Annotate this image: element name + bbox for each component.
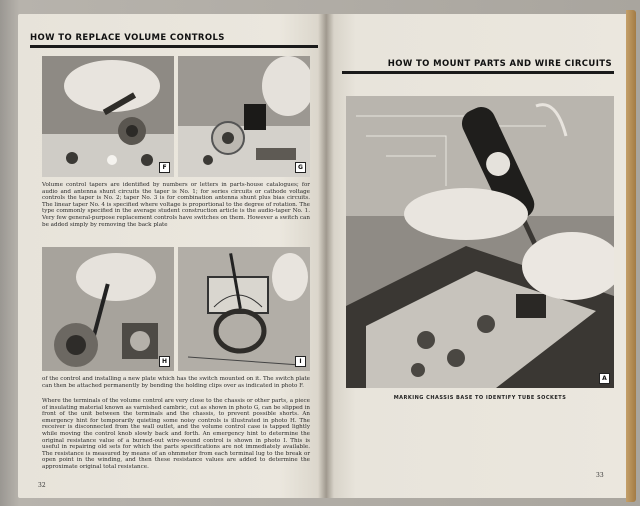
paragraph-switch-plate: of the control and installing a new plate which has the switch mounted on it. The switch plate can then be attached permanently by bending the holding clips over as indicated in photo F.	[42, 376, 310, 389]
paragraph-terminals: Where the terminals of the volume control are very close to the chassis or other parts, a piece of insulating material known as varnished cambric, cut as shown in photo G, can be slipped in front of the unit between the terminals and the chassis, to prevent possible shorts. An emergency hint for temporarily quieting some noisy controls is illustrated in photo H. The receiver is disconnected from the wall outlet, and the volume control case is tapped lightly while moving the control knob slowly back and forth. An emergency hint to determine the original resistance value of a burned-out wire-wound control is shown in photo I. This is useful in repairing old sets for which the parts specifications are not immediately available. The resistance is measured by means of an ohmmeter from each terminal lug to the break or open point in the winding, and then these resistance values are added to determine the approximate original total resistance.	[42, 398, 310, 470]
photo-f-label: F	[159, 162, 170, 173]
photo-a-caption: MARKING CHASSIS BASE TO IDENTIFY TUBE SOCKETS	[393, 395, 567, 401]
photo-g	[178, 56, 310, 177]
book-gutter	[318, 14, 334, 498]
photo-h-label: H	[159, 356, 170, 367]
left-page-header: HOW TO REPLACE VOLUME CONTROLS	[30, 33, 225, 43]
book-cover-edge	[626, 10, 636, 502]
photo-i-label: I	[295, 356, 306, 367]
left-page	[18, 14, 326, 498]
left-header-rule	[30, 45, 318, 48]
photo-f	[42, 56, 174, 177]
right-page-header: HOW TO MOUNT PARTS AND WIRE CIRCUITS	[387, 59, 612, 69]
photo-a	[346, 96, 614, 388]
paragraph-tapers: Volume control tapers are identified by numbers or letters in parts-house catalogues; for audio and antenna shunt circuits the taper is No. 1; for series circuits or cathode voltage controls the taper is No. 2; taper No. 3 is for combination antenna shunt plus bias circuits. The linear taper No. 4 is specified where voltage is proportional to the degree of rotation. The type commonly specified in the average student construction article is the audio-taper No. 1. Very few general-purpose replacement controls have switches on them. However a switch can be added simply by removing the back plate	[42, 182, 310, 228]
photo-a-label: A	[599, 373, 610, 384]
photo-g-label: G	[295, 162, 306, 173]
photo-h	[42, 247, 174, 371]
left-page-number: 32	[38, 482, 46, 489]
right-page-number: 33	[596, 472, 604, 479]
right-header-rule	[342, 71, 614, 74]
photo-i	[178, 247, 310, 371]
right-page	[326, 14, 626, 498]
